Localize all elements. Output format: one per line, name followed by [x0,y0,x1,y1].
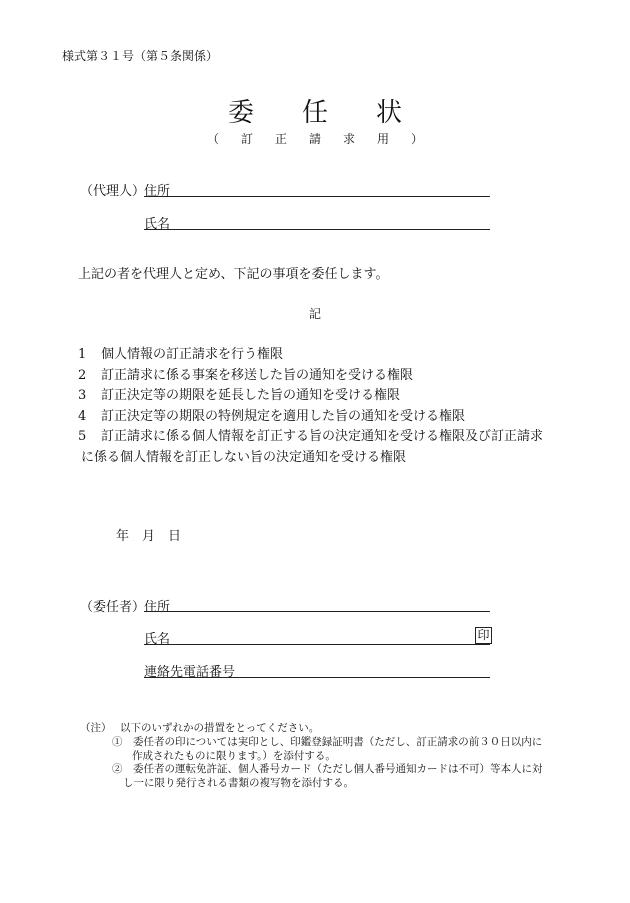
title-char: 状 [376,98,403,128]
subtitle-char: 用 [377,132,390,146]
note-1: ① 委任者の印については実印とし、印鑑登録証明書（ただし、訂正請求の前３０日以内に 作成されたものに限ります。）を添付する。 ② 委任者の運転免許証、個人番号カード（ただし個人番号通知カードは不可）等本人に対 し一に限り発行される書類の複写物を添付する。 [112,736,543,789]
principal-phone-label: 連絡先電話番号 [144,665,236,680]
notes-label: （注） [80,722,112,734]
list-item: 2 訂正請求に係る事案を移送した旨の通知を受ける権限 [78,367,414,383]
agent-name-field[interactable] [144,229,490,230]
agent-address-label: 住所 [144,184,171,199]
principal-name-field[interactable] [144,644,490,645]
subtitle-char: 正 [274,132,287,146]
list-item: 4 訂正決定等の期限の特例規定を適用した旨の通知を受ける権限 [78,408,466,424]
principal-name-label: 氏名 [144,632,171,647]
document-title [0,92,630,129]
document-subtitle [0,130,630,147]
subtitle-char: 訂 [240,132,253,146]
list-item-continuation: に係る個人情報を訂正しない旨の決定通知を受ける権限 [81,449,407,465]
subtitle-char: 請 [308,132,321,146]
subtitle-char: ） [411,132,424,146]
date-field[interactable]: 年 月 日 [116,529,182,544]
agent-address-field[interactable] [144,196,490,197]
form-number: 様式第３１号（第５条関係） [62,49,219,63]
principal-phone-field[interactable] [144,677,490,678]
list-item: 5 訂正請求に係る個人情報を訂正する旨の決定通知を受ける権限及び訂正請求 [78,429,544,444]
principal-address-field[interactable] [144,611,490,612]
list-item: 1 個人情報の訂正請求を行う権限 [78,347,284,362]
seal-box: 印 [475,627,492,644]
subtitle-char: 求 [343,132,356,146]
agent-name-label: 氏名 [144,217,171,232]
authority-list [78,345,588,468]
subtitle-char: （ [206,132,219,146]
principal-label: （委任者） [80,600,146,615]
record-mark: 記 [309,307,322,321]
delegation-statement: 上記の者を代理人と定め、下記の事項を委任します。 [78,267,389,282]
list-item: 3 訂正決定等の期限を延長した旨の通知を受ける権限 [78,388,401,403]
notes-intro: 以下のいずれかの措置をとってください。 [120,722,320,734]
title-char: 任 [301,98,328,128]
agent-label: （代理人） [80,184,146,199]
title-char: 委 [227,98,254,128]
principal-address-label: 住所 [144,600,171,615]
